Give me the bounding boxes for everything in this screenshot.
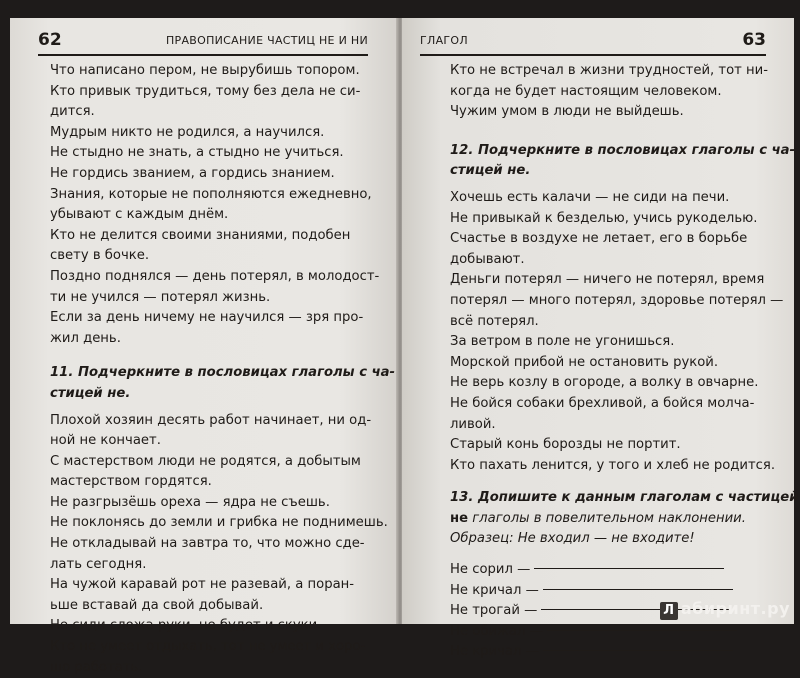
left-page-number: 62 [38,30,62,50]
fill-in-row[interactable]: Не кричал — [450,642,764,663]
text-line: Не стыдно не знать, а стыдно не учиться. [50,145,344,161]
text-line: Счастье в воздухе не летает, его в борьбе [450,231,748,247]
text-line: За ветром в поле не угонишься. [450,334,675,350]
text-line: Кто привык трудиться, тому без дела не си- [50,83,361,99]
text-line: мастерством гордятся. [50,474,212,490]
text-line: Кто не встречал в жизни трудностей, тот ни- [450,63,768,78]
text-line: Не откладывай на завтра то, что можно сде- [50,536,365,552]
left-page-running-title: ПРАВОПИСАНИЕ ЧАСТИЦ НЕ И НИ [165,34,368,47]
task-11-heading-cont: стицей не. [50,385,131,401]
text-line: Плохой хозяин десять работ начинает, ни од- [50,412,372,428]
fill-in-row[interactable]: Не сорил — [450,560,764,581]
text-line: Мудрым никто не родился, а научился. [50,124,325,140]
text-line: Кто пахать ленится, у того и хлеб не родится. [450,457,776,473]
text-line: Не гордись званием, а гордись знанием. [50,165,335,181]
task-12-heading: 12. Подчеркните в пословицах глаголы с ча- [450,142,796,158]
fill-in-row[interactable]: Не трогай — [450,601,764,622]
right-page-header [420,32,766,56]
text-line: потерял — много потерял, здоровье потерял — [450,292,784,308]
answer-blank[interactable] [547,629,737,631]
text-line: ти не учился — потерял жизнь. [50,289,271,305]
text-line: Деньги потерял — ничего не потерял, время [450,272,765,288]
text-line: Если за день ничему не научился — зря про- [50,310,364,326]
text-line: Не сиди сложа руки, не будет и скуки. [50,618,322,634]
text-line: С мастерством люди не родятся, а добытым [50,453,361,469]
text-line: ливой. [450,416,496,432]
text-line: Что написано пером, не вырубишь топором. [50,63,360,78]
task-13-heading: 13. Допишите к данным глаголам с частицей [450,490,799,506]
text-line: Хочешь есть калачи — не сиди на печи. [450,189,730,205]
text-line: Не поклонясь до земли и грибка не поднимешь. [50,515,388,531]
text-line: ной не кончает. [50,433,161,449]
text-line: ьше вставай да свой добывай. [50,597,264,613]
right-page-body [450,61,799,663]
text-line: На чужой каравай рот не разевай, а поран- [50,577,355,593]
text-line: Чужим умом в люди не выйдешь. [450,104,684,120]
text-line: Не разгрызёшь ореха — ядра не съешь. [50,494,330,510]
task-13-example: Образец: Не входил — не входите! [450,531,695,547]
task-12-heading-cont: стицей не. [450,163,531,179]
text-line: Кто не делится своими знаниями, подобен [50,227,351,243]
text-line: добывают. [450,251,525,267]
fill-in-row[interactable]: Не обижал — [450,622,764,643]
text-line: когда не будет настоящим человеком. [450,83,722,99]
right-page [402,18,799,660]
text-line: дится. [50,104,95,120]
left-page-header [38,32,368,56]
text-line: Морской прибой не остановить рукой. [450,354,719,370]
text-line: шо работать. [50,659,143,675]
text-line: Знания, которые не пополняются ежедневно, [50,186,372,202]
watermark: Л абиринт.ру [660,599,790,620]
right-page-number: 63 [742,30,766,50]
text-line: жил день. [50,330,121,346]
answer-blank[interactable] [543,649,733,651]
right-page-running-title: ГЛАГОЛ [420,34,468,47]
text-line: Старый конь борозды не портит. [450,437,681,453]
text-line: Не верь козлу в огороде, а волку в овчарне. [450,375,759,391]
text-line: Не бойся собаки брехливой, а бойся молча- [450,395,755,411]
text-line: убывают с каждым днём. [50,207,229,223]
left-page-body [50,61,396,678]
answer-blank[interactable] [543,588,733,590]
text-line: всё потерял. [450,313,539,329]
text-line: лать сегодня. [50,556,147,572]
text-line: Кто не умеет отдыхать, тот не умеет и хоро- [50,639,366,655]
text-line: свету в бочке. [50,248,150,264]
task-13-heading-cont: не глаголы в повелительном наклонении. [450,510,746,526]
task-11-heading: 11. Подчеркните в пословицах глаголы с ча- [50,365,396,381]
left-page [10,18,398,675]
labirint-logo-icon: Л [660,602,678,620]
answer-blank[interactable] [534,567,724,569]
fill-in-row[interactable]: Не кричал — [450,581,764,602]
text-line: Не привыкай к безделью, учись рукоделью. [450,210,758,226]
text-line: Поздно поднялся — день потерял, в молодост- [50,268,380,284]
